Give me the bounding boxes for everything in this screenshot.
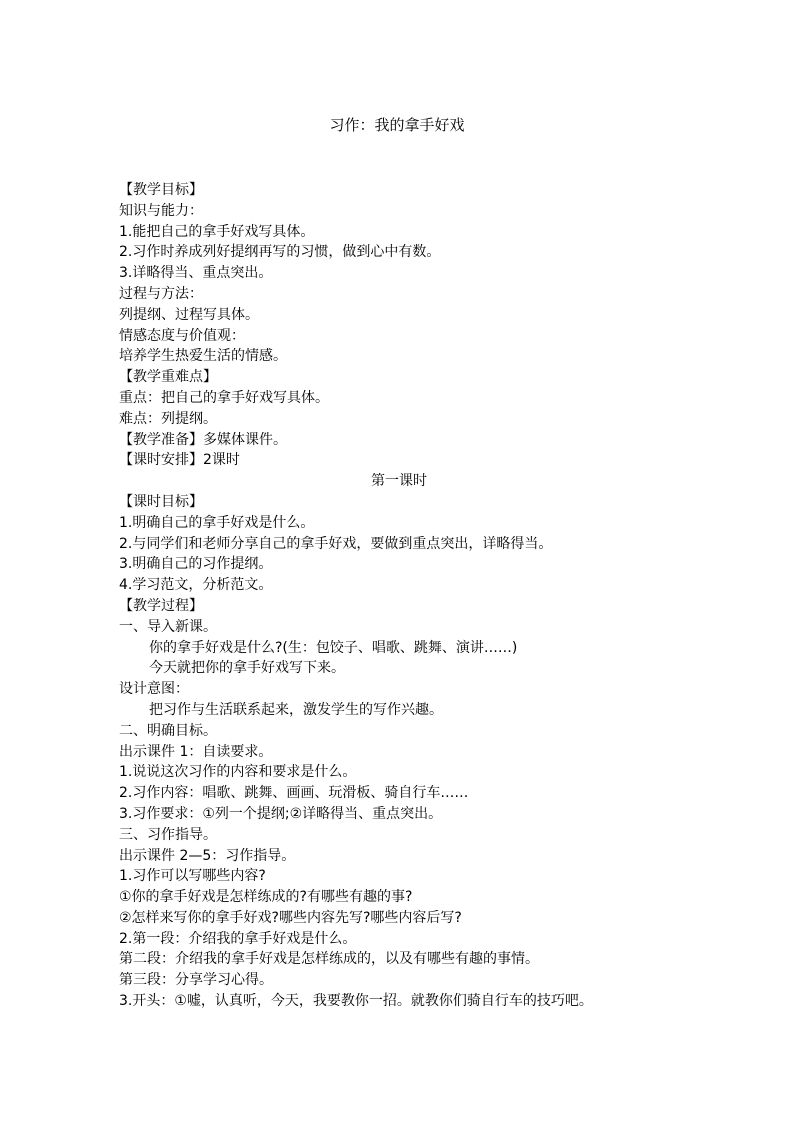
text-line-indented: 把习作与生活联系起来，激发学生的写作兴趣。 [149,701,443,718]
text-line: 2.习作内容：唱歌、跳舞、画画、玩滑板、骑自行车…… [119,785,469,802]
text-line-indented: 今天就把你的拿手好戏写下来。 [149,660,345,677]
document-title: 习作：我的拿手好戏 [329,116,465,134]
text-line: 4.学习范文，分析范文。 [119,577,273,594]
text-line: 难点：列提纲。 [119,410,217,427]
text-line: 1.习作可以写哪些内容? [119,868,266,885]
text-line: 2.与同学们和老师分享自己的拿手好戏，要做到重点突出，详略得当。 [119,535,553,552]
document-body [119,180,679,1012]
lesson-heading: 第一课时 [371,473,427,490]
text-line: ②怎样来写你的拿手好戏?哪些内容先写?哪些内容后写? [119,909,462,926]
text-line: 二、明确目标。 [119,722,217,739]
text-line: 过程与方法： [119,285,203,302]
text-line: 一、导入新课。 [119,618,217,635]
text-line: 1.能把自己的拿手好戏写具体。 [119,223,315,240]
text-line: 三、习作指导。 [119,826,217,843]
section-heading-lesson-goals: 【课时目标】 [119,493,203,510]
text-line: 1.说说这次习作的内容和要求是什么。 [119,764,357,781]
text-line: 2.习作时养成列好提纲再写的习惯，做到心中有数。 [119,244,441,261]
text-line-indented: 你的拿手好戏是什么?(生：包饺子、唱歌、跳舞、演讲……) [149,639,518,656]
section-heading-key-points: 【教学重难点】 [119,369,217,386]
section-heading-teaching-process: 【教学过程】 [119,597,203,614]
section-heading-preparation: 【教学准备】多媒体课件。 [119,431,287,448]
text-line: 第三段：分享学习心得。 [119,972,273,989]
text-line: 2.第一段：介绍我的拿手好戏是什么。 [119,930,357,947]
text-line: 列提纲、过程写具体。 [119,306,259,323]
text-line: 重点：把自己的拿手好戏写具体。 [119,389,329,406]
text-line: 知识与能力： [119,202,203,219]
text-line: 情感态度与价值观： [119,327,245,344]
section-heading-schedule: 【课时安排】2课时 [119,452,240,469]
text-line: 出示课件 2—5：习作指导。 [119,847,296,864]
text-line: 第二段：介绍我的拿手好戏是怎样练成的，以及有哪些有趣的事情。 [119,951,539,968]
text-line: 培养学生热爱生活的情感。 [119,348,287,365]
text-line: 3.明确自己的习作提纲。 [119,556,273,573]
section-heading-teaching-goals: 【教学目标】 [119,182,203,198]
text-line: ①你的拿手好戏是怎样练成的?有哪些有趣的事? [119,889,413,906]
text-line: 3.详略得当、重点突出。 [119,265,273,282]
text-line: 3.开头：①嘘，认真听，今天，我要教你一招。就教你们骑自行车的技巧吧。 [119,993,593,1010]
text-line: 1.明确自己的拿手好戏是什么。 [119,514,315,531]
text-line: 3.习作要求：①列一个提纲;②详略得当、重点突出。 [119,805,443,822]
text-line: 出示课件 1：自读要求。 [119,743,273,760]
text-line: 设计意图： [119,681,189,698]
